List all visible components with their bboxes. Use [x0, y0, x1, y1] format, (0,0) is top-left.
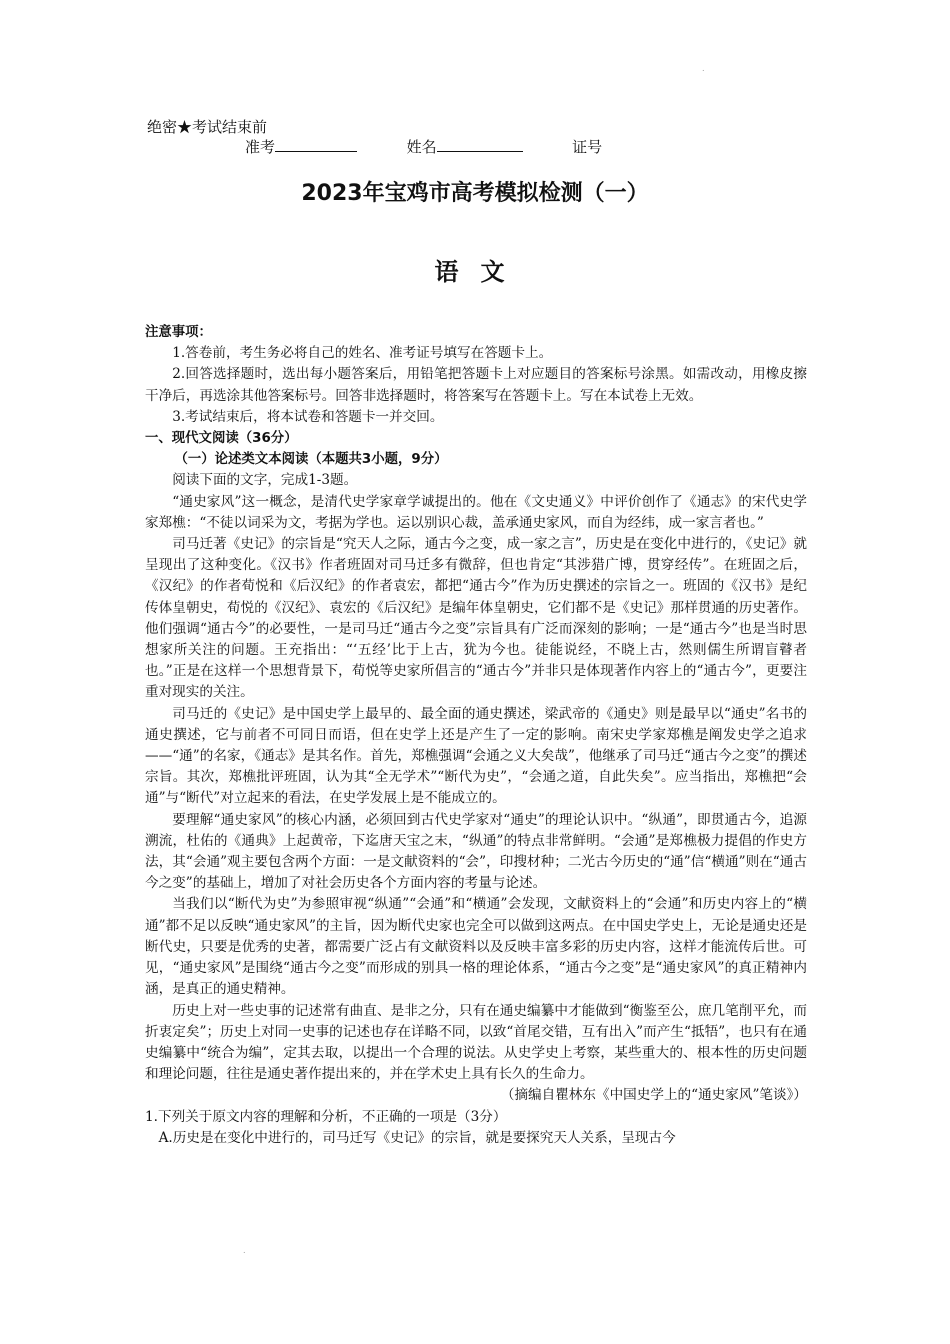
- scan-dot: .: [702, 64, 705, 73]
- zhunkao-label: 准考: [245, 138, 276, 156]
- note-item: 2.回答选择题时，选出每小题答案后，用铅笔把答题卡上对应题目的答案标号涂黑。如需改动，用橡皮擦干净后，再选涂其他答案标号。回答非选择题时，将答案写在答题卡上。写在本试卷上无效。: [145, 366, 807, 404]
- notes-heading: 注意事项：: [145, 325, 212, 340]
- confidential-label: 绝密★考试结束前: [147, 118, 268, 136]
- subject-title: 语文: [434, 258, 527, 286]
- zhunkao-blank[interactable]: [275, 137, 357, 152]
- question-1: 1.下列关于原文内容的理解和分析，不正确的一项是（3分）: [145, 1108, 507, 1125]
- passage-paragraph: 要理解“通史家风”的核心内涵，必须回到古代史学家对“通史”的理论认识中。“纵通”，即贯通古今，追源溯流，杜佑的《通典》上起黄帝，下迄唐天宝之末，“纵通”的特点非常鲜明。“会通”是郑樵极力提倡的作史方法，其“会通”观主要包含两个方面：一是文献资料的“会”，印搜材种；二光古今历史的“通”信“横通”则在“通古今之变”的基础上，增加了对社会历史各个方面内容的考量与论述。: [145, 811, 807, 892]
- passage-paragraph: 历史上对一些史事的记述常有曲直、是非之分，只有在通史编纂中才能做到“衡鉴至公，庶几笔削平允，而折衷定矣”；历史上对同一史事的记述也存在详略不同，以致“首尾交错，互有出入”而产生“抵牾”，也只有在通史编纂中“统合为编”，定其去取，以提出一个合理的说法。从史学史上考察，某些重大的、根本性的历史问题和理论问题，往往是通史著作提出来的，并在学术史上具有长久的生命力。: [145, 1002, 807, 1083]
- passage-paragraph: 当我们以“断代为史”为参照审视“纵通”“会通”和“横通”会发现，文献资料上的“会通”和历史内容上的“横通”都不足以反映“通史家风”的主旨，因为断代史家也完全可以做到这两点。在中国史学史上，无论是通史还是断代史，只要是优秀的史著，都需要广泛占有文献资料以及反映丰富多彩的历史内容，这样才能流传后世。可见，“通史家风”是围绕“通古今之变”而形成的别具一格的理论体系，“通古今之变”是“通史家风”的真正精神内涵，是真正的通史精神。: [145, 896, 807, 998]
- subsection-heading: （一）论述类文本阅读（本题共3小题，9分）: [174, 452, 448, 468]
- name-blank[interactable]: [437, 137, 523, 152]
- scan-dot: .: [243, 1246, 246, 1255]
- passage-paragraph: 司马迁著《史记》的宗旨是“究天人之际，通古今之变，成一家之言”，历史是在变化中进行的，《史记》就呈现出了这种变化。《汉书》作者班固对司马迁多有微辞，但也肯定“其涉猎广博，贯穿经传”。在班固之后，《汉纪》的作者荀悦和《后汉纪》的作者袁宏，都把“通古今”作为历史撰述的宗旨之一。班固的《汉书》是纪传体皇朝史，荀悦的《汉纪》、袁宏的《后汉纪》是编年体皇朝史，它们都不是《史记》那样贯通的历史著作。他们强调“通古今”的必要性，一是司马迁“通古今之变”宗旨具有广泛而深刻的影响；一是“通古今”也是当时思想家所关注的问题。王充指出：“‘五经’比于上古，犹为今也。徒能说经，不晓上古，然则儒生所谓盲瞽者也。”正是在这样一个思想背景下，荀悦等史家所倡言的“通古今”并非只是体现著作内容上的“通古今”，更要注重对现实的关注。: [145, 536, 807, 701]
- note-item: 1.答卷前，考生务必将自己的姓名、准考证号填写在答题卡上。: [172, 345, 553, 362]
- exam-body: [145, 322, 807, 1149]
- option-a: A.历史是在变化中进行的，司马迁写《史记》的宗旨，就是要探究天人关系，呈现古今: [158, 1129, 676, 1146]
- name-label: 姓名: [406, 138, 437, 156]
- passage-paragraph: 司马迁的《史记》是中国史学上最早的、最全面的通史撰述，梁武帝的《通史》则是最早以“通史”名书的通史撰述，它与前者不可同日而语，但在史学上还是产生了一定的影响。南宋史学家郑樵是阐发史学之追求——“通”的名家，《通志》是其名作。首先，郑樵强调“会通之义大矣哉”，他继承了司马迁“通古今之变”的撰述宗旨。其次，郑樵批评班固，认为其“全无学术”“断代为史”，“会通之道，自此失矣”。应当指出，郑樵把“会通”与“断代”对立起来的看法，在史学发展上是不能成立的。: [145, 705, 807, 807]
- zhenghao-label: 证号: [572, 138, 603, 156]
- exam-title: 2023年宝鸡市高考模拟检测（一）: [301, 181, 649, 206]
- passage-source: （摘编自瞿林东《中国史学上的“通史家风”笔谈》）: [500, 1087, 807, 1104]
- candidate-fields: [245, 136, 602, 157]
- passage-paragraph: “通史家风”这一概念，是清代史学家章学诚提出的。他在《文史通义》中评价创作了《通志》的宋代史学家郑樵：“不徒以词采为文，考据为学也。运以别识心裁，盖承通史家风，而自为经纬，成一家言者也。”: [145, 493, 807, 531]
- reading-instruction: 阅读下面的文字，完成1-3题。: [172, 472, 358, 489]
- section-heading: 一、现代文阅读（36分）: [145, 431, 298, 447]
- note-item: 3.考试结束后，将本试卷和答题卡一并交回。: [172, 408, 444, 425]
